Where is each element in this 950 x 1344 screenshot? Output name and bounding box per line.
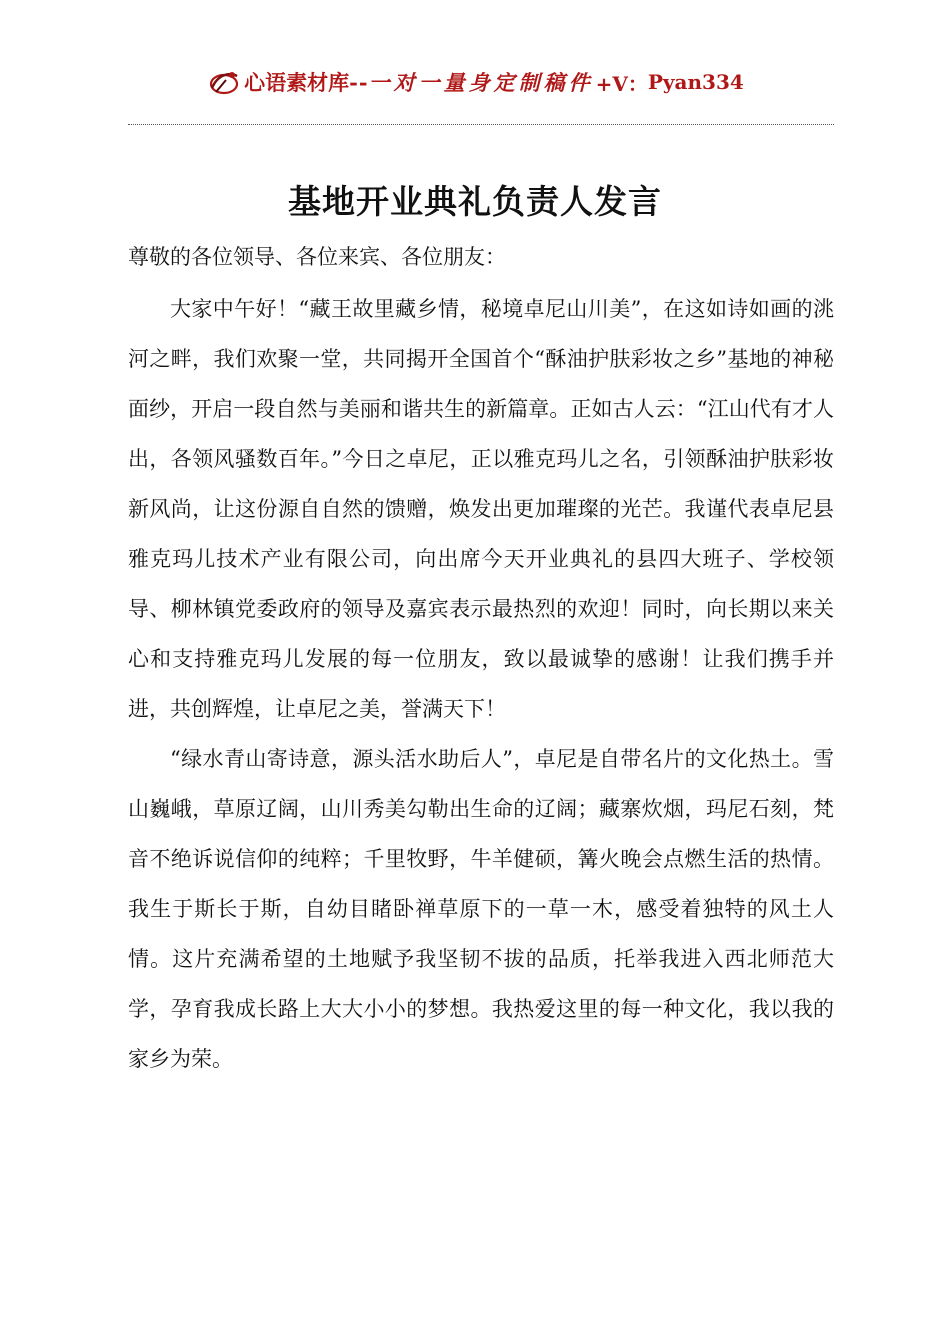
document-body [128,240,834,1084]
contact-id: Pyan334 [647,70,744,94]
paragraph: “绿水青山寄诗意，源头活水助后人”，卓尼是自带名片的文化热土。雪山巍峨，草原辽阔，山川秀美勾勒出生命的辽阔；藏寨炊烟，玛尼石刻，梵音不绝诉说信仰的纯粹；千里牧野，牛羊健硕，篝火晚会点燃生活的热情。我生于斯长于斯，自幼目睹卧禅草原下的一草一木，感受着独特的风土人情。这片充满希望的土地赋予我坚韧不拔的品质，托举我进入西北师范大学，孕育我成长路上大大小小的梦想。我热爱这里的每一种文化，我以我的家乡为荣。 [128,747,834,1071]
header-slogan: 一对一量身定制稿件 [368,70,594,95]
header-banner [206,64,744,100]
document-title: 基地开业典礼负责人发言 [288,182,662,221]
header-separator: -- [349,69,369,95]
page-header [0,60,950,104]
salutation: 尊敬的各位领导、各位来宾、各位朋友： [128,245,506,269]
contact-label: +V： [595,71,648,96]
brand-logo-icon [206,64,242,100]
brand-name: 心语素材库 [244,70,350,95]
paragraph: 大家中午好！“藏王故里藏乡情，秘境卓尼山川美”，在这如诗如画的洮河之畔，我们欢聚一堂，共同揭开全国首个“酥油护肤彩妆之乡”基地的神秘面纱，开启一段自然与美丽和谐共生的新篇章。正如古人云：“江山代有才人出，各领风骚数百年。”今日之卓尼，正以雅克玛儿之名，引领酥油护肤彩妆新风尚，让这份源自自然的馈赠，焕发出更加璀璨的光芒。我谨代表卓尼县雅克玛儿技术产业有限公司，向出席今天开业典礼的县四大班子、学校领导、柳林镇党委政府的领导及嘉宾表示最热烈的欢迎！同时，向长期以来关心和支持雅克玛儿发展的每一位朋友，致以最诚挚的感谢！让我们携手并进，共创辉煌，让卓尼之美，誉满天下！ [128,297,834,721]
header-divider [128,124,834,125]
